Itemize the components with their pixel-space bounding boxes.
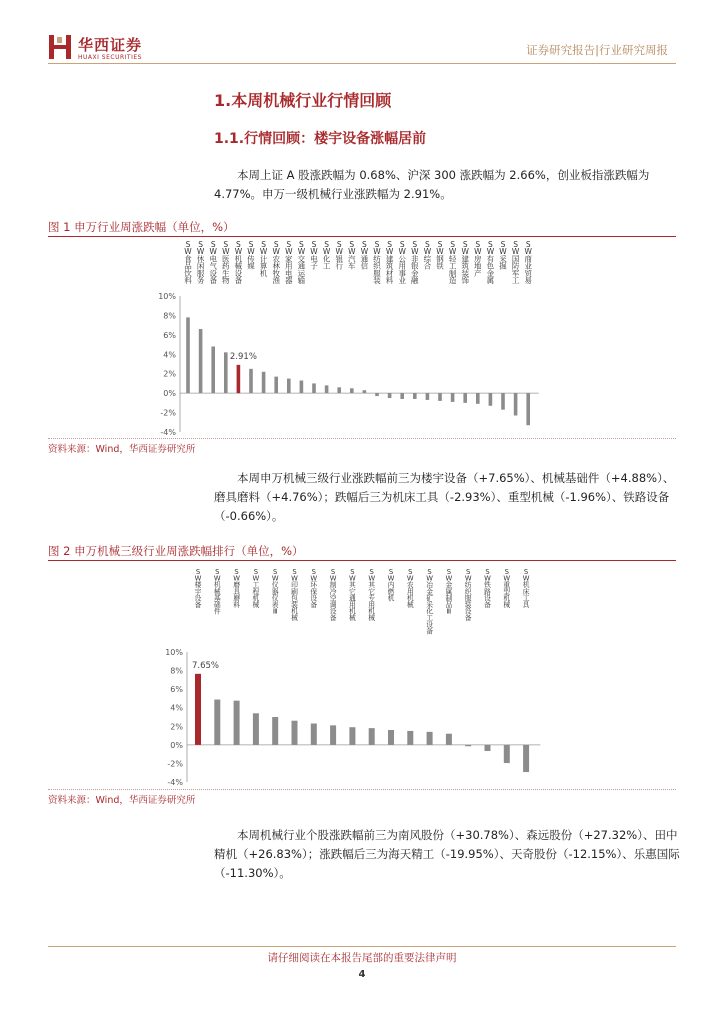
category-label: S W 机械基础件 — [213, 568, 221, 616]
category-label: S W 商业贸易 — [524, 240, 532, 285]
category-label: S W 铁路设备 — [484, 568, 491, 609]
bar-SW汽车 — [350, 388, 354, 393]
paragraph-market-text: 本周上证 A 股涨跌幅为 0.68%、沪深 300 涨跌幅为 2.66%，创业板指涨跌幅为 4.77%。申万一级机械行业涨跌幅为 2.91%。 — [214, 168, 650, 201]
y-tick-label: 4% — [170, 703, 183, 713]
figure2-top-rule — [48, 560, 676, 561]
bar-SW纺织服装 — [375, 393, 379, 396]
y-tick-label: 6% — [170, 685, 183, 695]
y-tick-label: 2% — [170, 722, 183, 732]
company-logo — [48, 33, 248, 65]
bar-SW仪器仪表Ⅲ — [272, 717, 278, 745]
category-label: S W 房地产 — [474, 240, 482, 278]
bar-SW公用事业 — [400, 393, 404, 399]
category-label: S W 轻工制造 — [448, 240, 457, 285]
bar-SW其它通用机械 — [349, 727, 355, 745]
bar-SW铁路设备 — [485, 745, 491, 751]
paragraph-stocks-text: 本周机械行业个股涨跌幅前三为南风股份（+30.78%）、森远股份（+27.32%）、田中精机（+26.83%）；涨跌幅后三为海天精工（-19.95%）、天奇股份（-12.15%）、乐惠国际（-11.30%）。 — [214, 828, 680, 880]
category-label: S W 公用事业 — [398, 240, 406, 285]
paragraph-sub-industry-text: 本周申万机械三级行业涨跌幅前三为楼宇设备（+7.65%）、机械基础件（+4.88%）、磨具磨料（+4.76%）；跌幅后三为机床工具（-2.93%）、重型机械（-1.96%）、铁路设备（-0.66%）。 — [214, 471, 675, 523]
category-label: S W 传媒 — [247, 240, 255, 271]
category-label: S W 有色金属 — [486, 240, 495, 285]
bar-SW农用机械 — [407, 731, 413, 745]
highlight-data-label: 2.91% — [229, 351, 257, 362]
category-label: S W 仪器仪表 Ⅲ — [271, 568, 279, 616]
y-tick-label: 10% — [165, 648, 183, 657]
category-label: S W 印刷包装机械 — [291, 568, 298, 623]
category-label: S W 重型机械 — [503, 568, 511, 609]
category-label: S W 采掘 — [499, 240, 507, 271]
footer-divider — [48, 946, 676, 947]
category-label: S W 冶金矿采化工设备 — [426, 568, 433, 636]
category-label: S W 内燃机 — [387, 568, 395, 603]
category-label: S W 医药生物 — [222, 240, 230, 285]
bar-SW轻工制造 — [451, 393, 455, 402]
section-heading: 1.本周机械行业行情回顾 — [214, 91, 392, 110]
y-tick-label: -2% — [160, 408, 176, 418]
header-divider — [48, 63, 676, 64]
bar-SW银行 — [337, 387, 341, 393]
bar-SW休闲服务 — [199, 329, 203, 393]
bar-SW磨具磨料 — [234, 701, 240, 745]
figure2-source: 资料来源：Wind，华西证券研究所 — [48, 795, 196, 806]
category-label: S W 家用电器 — [285, 240, 293, 285]
bar-SW制冷空调设备 — [330, 725, 336, 745]
bar-SW国防军工 — [514, 393, 518, 415]
category-label: S W 制冷空调设备 — [329, 568, 337, 623]
subsection-heading: 1.1.行情回顾：楼宇设备涨幅居前 — [214, 131, 427, 147]
bar-SW房地产 — [476, 393, 480, 404]
bar-SW机械基础件 — [214, 700, 220, 745]
logo-text-en: HUAXI SECURITIES — [78, 54, 142, 61]
logo-mark-icon — [48, 33, 72, 61]
bar-SW采掘 — [501, 393, 505, 410]
bar-SW环保设备 — [311, 724, 317, 745]
category-label: S W 休闲服务 — [196, 240, 205, 285]
bar-SW有色金属 — [489, 393, 493, 406]
bar-SW农林牧渔 — [274, 377, 278, 394]
figure1-top-rule — [48, 236, 676, 237]
paragraph-sub-industry — [214, 469, 682, 526]
bar-SW医药生物 — [224, 352, 228, 393]
y-tick-label: 2% — [163, 369, 176, 379]
category-label: S W 通信 — [360, 240, 369, 271]
figure2-bottom-rule — [48, 789, 676, 790]
category-label: S W 机械设备 — [234, 240, 243, 285]
bar-SW化工 — [325, 385, 329, 393]
y-tick-label: 10% — [158, 292, 176, 301]
bar-SW工程机械 — [253, 713, 259, 745]
bar-SW食品饮料 — [186, 317, 190, 393]
report-type: 证券研究报告|行业研究周报 — [526, 43, 668, 57]
category-label: S W 国防军工 — [511, 240, 520, 285]
bar-SW传媒 — [249, 369, 253, 393]
bar-SW非银金融 — [413, 393, 417, 399]
figure1-bottom-rule — [48, 438, 676, 439]
y-tick-label: 0% — [170, 740, 183, 750]
y-tick-label: 6% — [163, 330, 176, 340]
category-label: S W 其它专用机械 — [368, 568, 376, 623]
category-label: S W 楼宇设备 — [194, 568, 202, 609]
category-label: S W 机床工具 — [522, 568, 530, 609]
industry-weekly-chart — [150, 238, 550, 438]
bar-SW重型机械 — [504, 745, 510, 763]
category-label: S W 化工 — [322, 240, 331, 271]
bar-SW计算机 — [262, 372, 266, 393]
highlight-data-label: 7.65% — [192, 660, 220, 671]
y-tick-label: -4% — [160, 428, 176, 437]
bar-SW楼宇设备 — [195, 674, 201, 745]
y-tick-label: 4% — [163, 350, 176, 360]
category-label: S W 磨具磨料 — [233, 568, 240, 609]
category-label: S W 金属制品 Ⅲ — [445, 568, 453, 616]
category-label: S W 食品饮料 — [184, 240, 192, 285]
bar-SW家用电器 — [287, 379, 291, 394]
bar-SW金属制品Ⅲ — [446, 734, 452, 745]
bar-SW印刷包装机械 — [292, 721, 298, 745]
figure2-title: 图 2 申万机械三级行业周涨跌幅排行（单位，%） — [48, 544, 304, 558]
bar-SW机械设备 — [237, 365, 241, 393]
category-label: S W 计算机 — [259, 240, 268, 278]
bar-SW纺织服装设备 — [465, 745, 471, 746]
category-label: S W 交通运输 — [297, 240, 306, 285]
category-label: S W 汽车 — [348, 240, 356, 271]
logo-text-cn: 华西证券 — [78, 36, 143, 54]
machinery-subindustry-chart — [150, 563, 550, 789]
category-label: S W 钢铁 — [436, 240, 444, 271]
category-label: S W 建筑装饰 — [461, 240, 469, 285]
category-label: S W 环保设备 — [310, 568, 318, 609]
category-label: S W 综合 — [423, 240, 432, 271]
figure1-title: 图 1 申万行业周涨跌幅（单位，%） — [48, 220, 235, 234]
figure1-source: 资料来源：Wind，华西证券研究所 — [48, 444, 196, 455]
bar-SW交通运输 — [300, 381, 304, 394]
y-tick-label: 0% — [163, 389, 176, 399]
y-tick-label: -2% — [167, 759, 183, 769]
category-label: S W 纺织服装 — [373, 240, 381, 285]
bar-SW建筑装饰 — [463, 393, 467, 403]
bar-SW建筑材料 — [388, 393, 392, 398]
category-label: S W 其它通用机械 — [349, 568, 356, 623]
category-label: S W 电气设备 — [209, 240, 217, 285]
y-tick-label: 8% — [163, 311, 176, 321]
bar-SW电子 — [312, 383, 316, 393]
bar-SW冶金矿采化工设备 — [427, 732, 433, 745]
bar-SW综合 — [426, 393, 430, 400]
bar-SW钢铁 — [438, 393, 442, 401]
legal-disclaimer: 请仔细阅读在本报告尾部的重要法律声明 — [267, 952, 457, 964]
paragraph-stocks — [214, 826, 682, 883]
bar-SW机床工具 — [523, 745, 529, 772]
bar-SW其它专用机械 — [369, 728, 375, 745]
category-label: S W 非银金融 — [411, 240, 419, 285]
paragraph-market — [214, 166, 682, 204]
category-label: S W 纺织服装设备 — [464, 568, 472, 623]
bar-SW电气设备 — [211, 347, 215, 394]
category-label: S W 农用机械 — [406, 568, 414, 609]
page-number: 4 — [358, 969, 366, 980]
category-label: S W 电子 — [310, 240, 318, 271]
y-tick-label: 8% — [170, 666, 183, 676]
bar-SW内燃机 — [388, 730, 394, 745]
category-label: S W 银行 — [335, 240, 343, 271]
category-label: S W 建筑材料 — [385, 240, 394, 285]
category-label: S W 农林牧渔 — [272, 240, 280, 285]
y-tick-label: -4% — [167, 778, 183, 787]
bar-SW商业贸易 — [526, 393, 530, 425]
bar-SW通信 — [363, 390, 367, 393]
category-label: S W 工程机械 — [252, 568, 260, 609]
